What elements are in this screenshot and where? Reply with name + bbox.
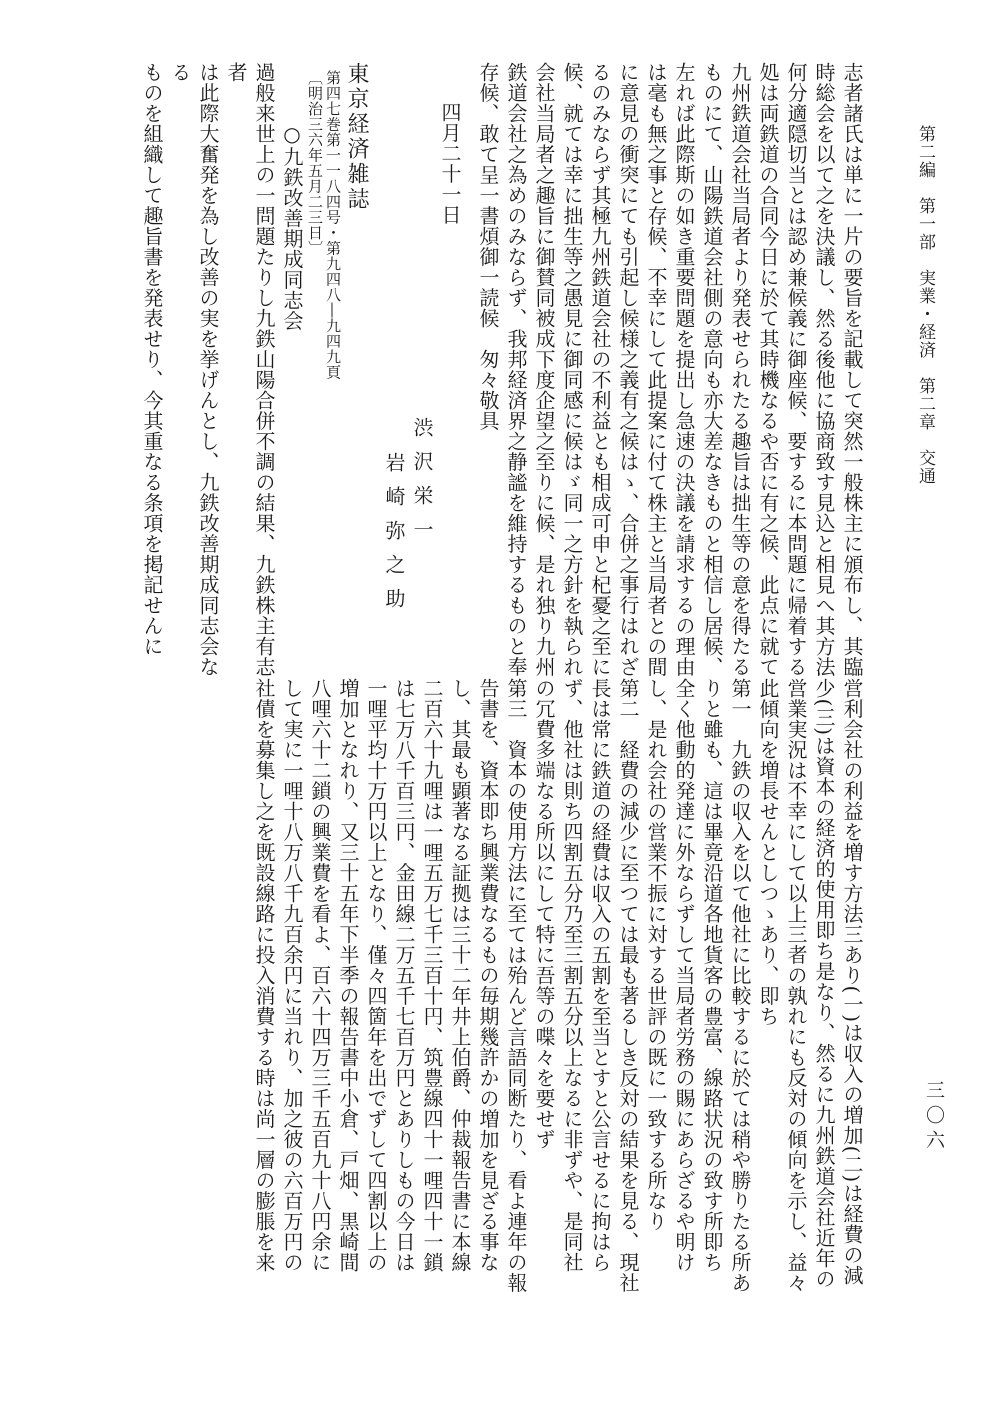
text-line: し、其最も顕著なる証拠は三十二年井上伯爵、仲裁報告書に本線 bbox=[448, 678, 472, 1273]
article-title: ○九鉄改善期成同志会 bbox=[280, 122, 304, 331]
text-line: 時総会を以て之を決議し、然る後他に協商致す見込と相見へ其方法 bbox=[812, 62, 836, 677]
magazine-title: 東京経済雑誌 bbox=[344, 62, 369, 212]
citation-issue: 第四七巻第一一八四号・第九四八―九四九頁 bbox=[324, 70, 342, 380]
text-line: 二百六十九哩は一哩五万七千三百十円、筑豊線四十一哩四十一鎖 bbox=[420, 678, 444, 1273]
running-header: 第二編 第一部 実業・経済 第二章 交通 bbox=[915, 125, 935, 485]
text-line: の冗費多端なる所以にして特に吾等の喋々を要せず bbox=[532, 678, 556, 1150]
lower-text-block bbox=[146, 678, 866, 1328]
text-line: 告書を、資本即ち興業費なるもの毎期幾許かの増加を見ざる事な bbox=[476, 678, 500, 1273]
letter-date: 四月二十一日 bbox=[438, 102, 462, 225]
text-line: 処は両鉄道の合同今日に於て其時機なるや否に有之候、此点に就て bbox=[756, 62, 780, 677]
text-line: 全く他動的発達に外ならずして当局者労務の賜にあらざるや明け bbox=[672, 678, 696, 1273]
text-line: るのみならず其極九州鉄道会社の不利益とも相成可申と杞憂之至に bbox=[588, 62, 612, 677]
text-line: 少(三)は資本の経済的使用即ち是なり、然るに九州鉄道会社近年の bbox=[812, 678, 836, 1290]
signer-iwasaki: 岩崎弥之助 bbox=[382, 452, 406, 622]
text-line: して実に一哩十八万八千九百余円に当れり、加之彼の六百万円の bbox=[280, 678, 304, 1273]
text-line: 八哩六十二鎖の興業費を看よ、百六十四万三千五百九十八円余に bbox=[308, 678, 332, 1273]
text-line: りと雖も、這は畢竟沿道各地貨客の豊富、線路状況の致す所即ち bbox=[700, 678, 724, 1273]
text-line: ず、他社は則ち四割五分乃至三割五分以上なるに非ずや、是同社 bbox=[560, 678, 584, 1273]
spacer bbox=[370, 62, 380, 684]
magazine-citation bbox=[306, 62, 342, 684]
text-line: 営業実況は不幸にして以上三者の孰れにも反対の傾向を示し、益々 bbox=[784, 678, 808, 1293]
text-line: は此際大奮発を為し改善の実を挙げんとし、九鉄改善期成同志会なる bbox=[168, 62, 220, 677]
text-line: 存候、敢て呈一書煩御一読候 匆々敬具 bbox=[476, 62, 500, 431]
text-line: 此傾向を増長せんとしつゝあり、即ち bbox=[756, 678, 780, 1027]
text-line: ものにて、山陽鉄道会社側の意向も亦大差なきものと相信し居候、 bbox=[700, 62, 724, 677]
text-line: 第二 経費の減少に至つては最も著るしき反対の結果を見る、現社 bbox=[616, 678, 640, 1293]
text-line: 左れば此際斯の如き重要問題を提出し急速の決議を請求するの理由 bbox=[672, 62, 696, 677]
text-line: に意見の衝突にても引起し候様之義有之候はゝ、合併之事行はれざ bbox=[616, 62, 640, 677]
page-number: 三〇六 bbox=[923, 1080, 945, 1155]
upper-text-block bbox=[66, 62, 866, 684]
text-line: 長は常に鉄道の経費は収入の五割を至当とすと公言せるに拘はら bbox=[588, 678, 612, 1273]
text-line: 九州鉄道会社当局者より発表せられたる趣旨は拙生等の意を得たる bbox=[728, 62, 752, 677]
text-line: ものを組織して趣旨書を発表せり、今其重なる条項を掲記せんに bbox=[140, 62, 164, 657]
text-line: 第一 九鉄の収入を以て他社に比較するに於ては稍や勝りたる所あ bbox=[728, 678, 752, 1293]
spacer bbox=[464, 62, 474, 684]
text-line: 鉄道会社之為めのみならず、我邦経済界之静謐を維持するものと奉 bbox=[504, 62, 528, 677]
text-line: は七万八千百三円、金田線二万五千七百万円とありしもの今日は bbox=[392, 678, 416, 1273]
text-line: 候、就ては幸に拙生等之愚見に御同感に候はゞ同一之方針を執られ bbox=[560, 62, 584, 677]
text-line: 増加となれり、又三十五年下半季の報告書中小倉、戸畑、黒崎間 bbox=[336, 678, 360, 1273]
text-line: 一哩平均十万円以上となり、僅々四箇年を出でずして四割以上の bbox=[364, 678, 388, 1273]
text-line: 志者諸氏は単に一片の要旨を記載して突然一般株主に頒布し、其臨 bbox=[840, 62, 864, 677]
text-line: 何分適隠切当とは認め兼候義に御座候、要するに本問題に帰着する bbox=[784, 62, 808, 677]
citation-date: 〔明治三六年五月二三日〕 bbox=[306, 70, 324, 256]
text-line: 第三 資本の使用方法に至ては殆んど言語同断たり、看よ連年の報 bbox=[504, 678, 528, 1293]
text-line: 社債を募集し之を既設線路に投入消費する時は尚一層の膨脹を来 bbox=[252, 678, 276, 1273]
text-line: し、是れ会社の営業不振に対する世評の既に一致する所なり bbox=[644, 678, 668, 1232]
text-line: 営利会社の利益を増す方法三あり(一)は収入の増加(二)は経費の減 bbox=[840, 678, 864, 1286]
text-line: 過般来世上の一問題たりし九鉄山陽合併不調の結果、九鉄株主有志者 bbox=[224, 62, 276, 677]
signer-shibusawa: 渋沢栄一 bbox=[410, 417, 434, 553]
text-line: は毫も無之事と存候、不幸にして此提案に付て株主と当局者との間 bbox=[644, 62, 668, 677]
text-line: 会社当局者之趣旨に御賛同被成下度企望之至りに候、是れ独り九州 bbox=[532, 62, 556, 677]
